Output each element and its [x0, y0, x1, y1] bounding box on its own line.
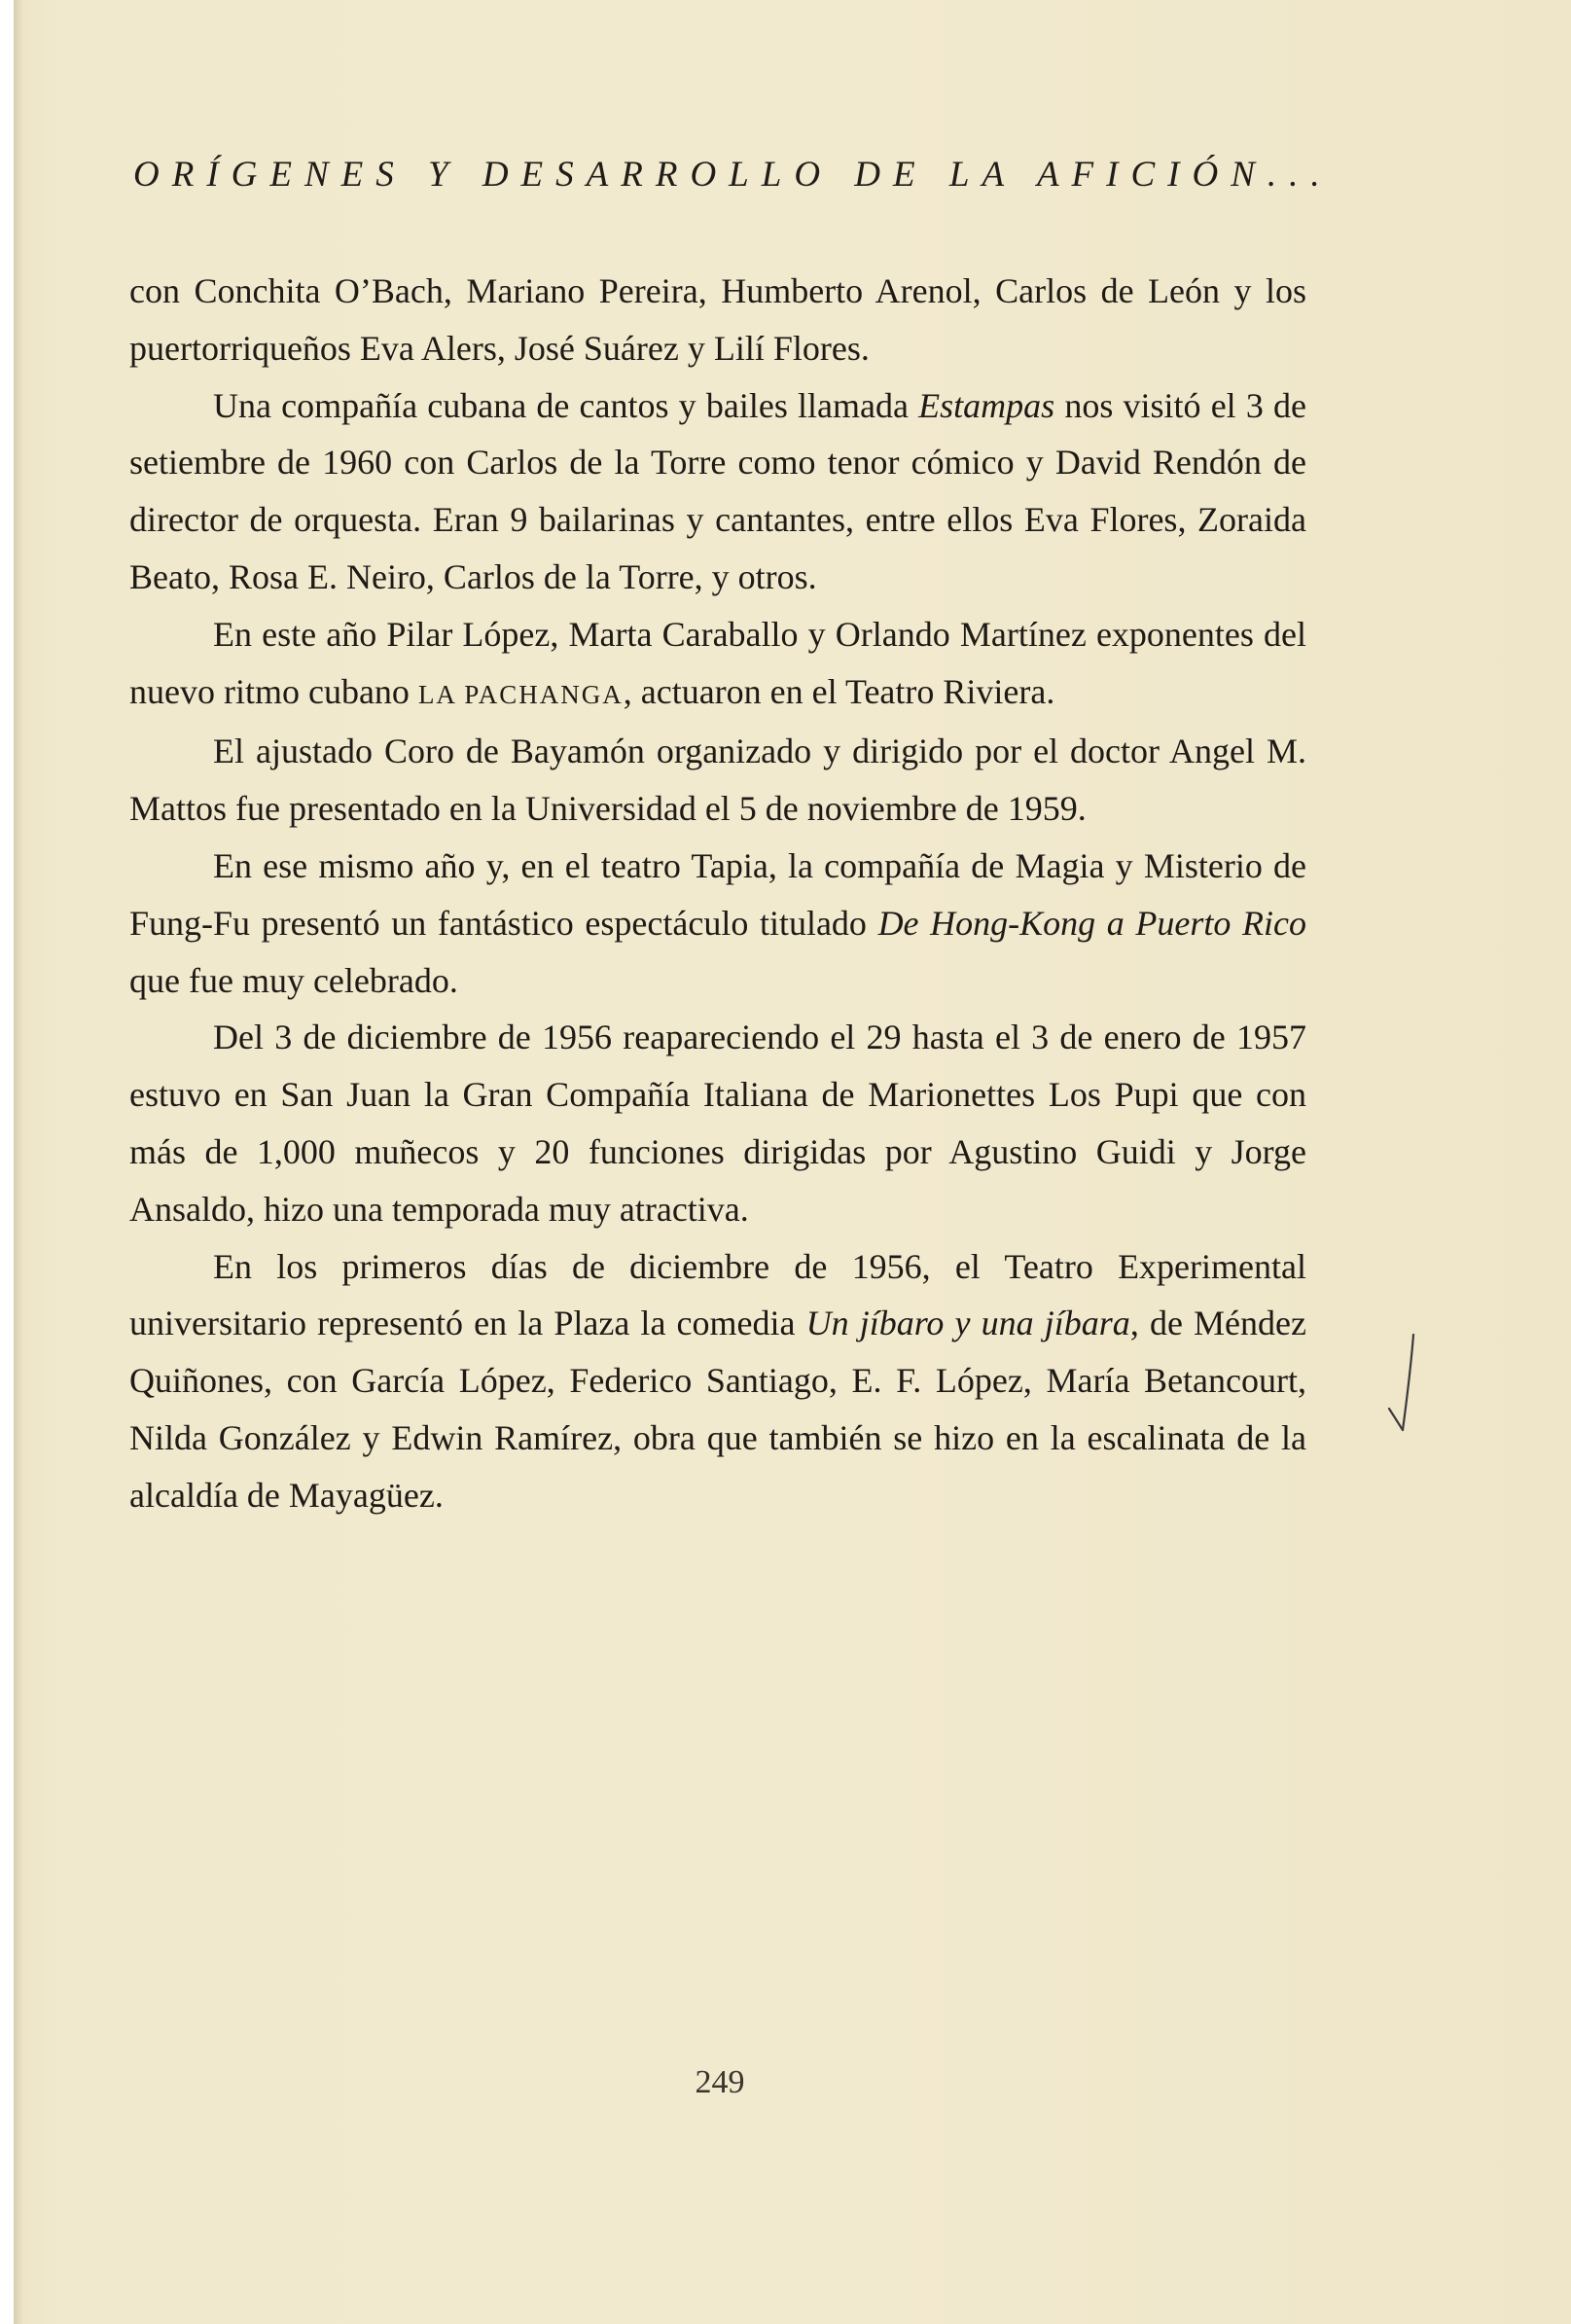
- text-run: con Conchita O’Bach, Mariano Pereira, Humberto Arenol, Carlos de León y los puertorriqueños Eva Alers, José Suárez y Lilí Flores.: [129, 271, 1306, 368]
- text-run: Una compañía cubana de cantos y bailes llamada: [213, 385, 919, 425]
- paragraph-6: [129, 1009, 1306, 1237]
- text-run: que fue muy celebrado.: [129, 960, 458, 1000]
- text-run: En los primeros días de diciembre de 1956, el Teatro Experimental universitario representó en la Plaza la comedia: [129, 1246, 1306, 1343]
- text-run: En este año Pilar López, Marta Caraballo y Orlando Martínez exponentes del nuevo ritmo cubano: [129, 614, 1306, 711]
- text-run: Del 3 de diciembre de 1956 reapareciendo el 29 hasta el 3 de enero de 1957 estuvo en San Juan la Gran Compañía Italiana de Marionettes Los Pupi que con más de 1,000 muñecos y 20 funciones dirigidas por Agustino Guidi y Jorge Ansaldo, hizo una temporada muy atractiva.: [129, 1018, 1306, 1229]
- text-run: nos visitó el 3 de setiembre de 1960 con Carlos de la Torre como tenor cómico y David Rendón de director de orquesta. Eran 9 bailarinas y cantantes, entre ellos Eva Flores, Zoraida Beato, Rosa E. Neiro, Carlos de la Torre, y otros.: [129, 385, 1307, 596]
- paragraph-4: [129, 723, 1306, 838]
- paragraph-5: [129, 838, 1306, 1009]
- binding-shadow: [14, 0, 23, 2324]
- smallcaps-la-pachanga: LA PACHANGA: [417, 679, 624, 709]
- handwritten-check-mark-icon: [1381, 1333, 1440, 1479]
- body-text: [129, 263, 1306, 1524]
- paragraph-2: [129, 377, 1306, 606]
- text-run: , de Méndez Quiñones, con García López, Federico Santiago, E. F. López, María Betancourt, Nilda González y Edwin Ramírez, obra que también se hizo en la escalinata de la alcaldía de Mayagüez.: [129, 1304, 1306, 1515]
- paragraph-1: [129, 263, 1306, 377]
- text-run: En ese mismo año y, en el teatro Tapia, la compañía de Magia y Misterio de Fung-Fu presentó un fantástico espectáculo titulado: [129, 845, 1306, 943]
- page-binding-edge: [0, 0, 14, 2324]
- page-number: 249: [695, 2064, 745, 2100]
- italic-title-un-jibaro: Un jíbaro y una jíbara: [805, 1304, 1130, 1343]
- italic-title-estampas: Estampas: [918, 385, 1055, 425]
- text-run: El ajustado Coro de Bayamón organizado y dirigido por el doctor Angel M. Mattos fue presentado en la Universidad el 5 de noviembre de 1959.: [129, 732, 1306, 829]
- running-head: ORÍGENES Y DESARROLLO DE LA AFICIÓN...: [133, 155, 1333, 195]
- paragraph-7: [129, 1238, 1306, 1524]
- italic-title-hong-kong: De Hong-Kong a Puerto Rico: [877, 903, 1306, 943]
- paragraph-3: [129, 606, 1306, 724]
- text-run: , actuaron en el Teatro Riviera.: [623, 671, 1055, 711]
